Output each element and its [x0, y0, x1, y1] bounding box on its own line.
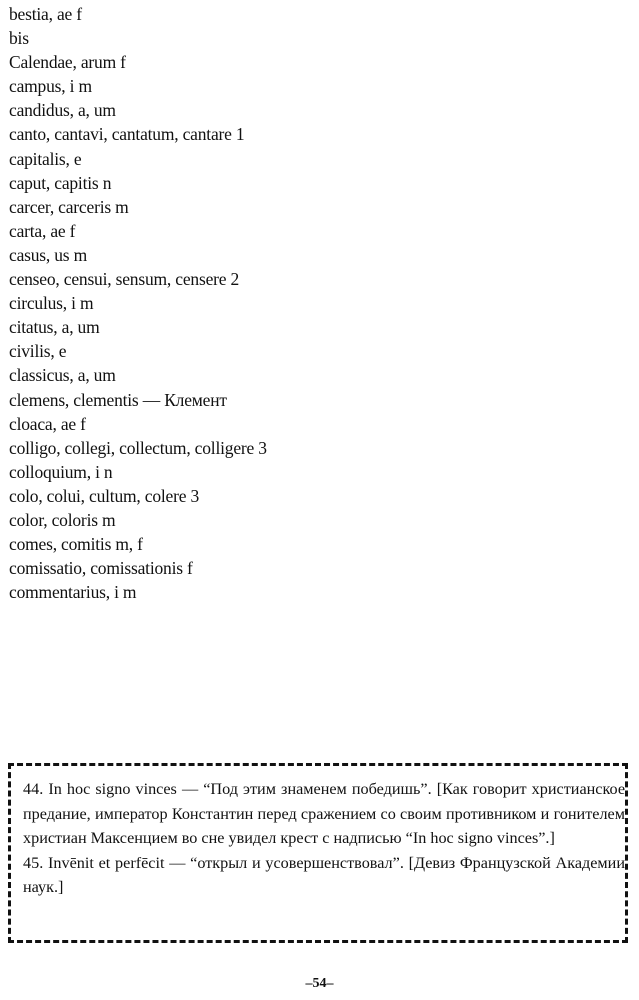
vocabulary-entry: civilis, e [9, 341, 67, 362]
vocabulary-entry: Calendae, arum f [9, 52, 126, 73]
vocabulary-entry: carcer, carceris m [9, 196, 129, 217]
vocabulary-entry: casus, us m [9, 244, 88, 265]
vocabulary-entry: colloquium, i n [9, 461, 113, 482]
vocabulary-entry: candidus, a, um [9, 100, 116, 121]
vocabulary-entry: carta, ae f [9, 220, 76, 241]
vocabulary-entry: color, coloris m [9, 509, 116, 530]
vocabulary-entry: clemens, clementis — Клемент [9, 389, 227, 410]
vocabulary-entry: commentarius, i m [9, 582, 137, 603]
vocabulary-entry: colo, colui, cultum, colere 3 [9, 485, 200, 506]
vocabulary-entry: bis [9, 28, 29, 49]
vocabulary-entry: capitalis, e [9, 148, 82, 169]
footnote-box [8, 763, 628, 943]
footnote-45: 45. Invēnit et perfēcit — “открыл и усовершенствовал”. [Девиз Французской Академии наук.] [23, 853, 625, 896]
vocabulary-entry: comissatio, comissationis f [9, 558, 193, 579]
footnote-44: 44. In hoc signo vinces — “Под этим знаменем победишь”. [Как говорит христианское предание, император Константин перед сражением со своим противником и гонителем христиан Максенцием во сне увидел крест с надписью “In hoc signo vinces”.] [23, 780, 625, 847]
vocabulary-entry: campus, i m [9, 76, 92, 97]
vocabulary-entry: colligo, collegi, collectum, colligere 3 [9, 437, 267, 458]
vocabulary-entry: canto, cantavi, cantatum, cantare 1 [9, 124, 245, 145]
vocabulary-entry: censeo, censui, sensum, censere 2 [9, 269, 240, 290]
vocabulary-entry: citatus, a, um [9, 317, 100, 338]
page-number: –54– [305, 976, 334, 991]
footnote-text [23, 777, 625, 900]
vocabulary-entry: comes, comitis m, f [9, 534, 143, 555]
vocabulary-entry: circulus, i m [9, 293, 94, 314]
vocabulary-entry: bestia, ae f [9, 4, 82, 24]
vocabulary-entry: caput, capitis n [9, 172, 112, 193]
vocabulary-entry: classicus, a, um [9, 365, 116, 386]
vocabulary-entry: cloaca, ae f [9, 413, 86, 434]
vocabulary-list [9, 2, 267, 604]
